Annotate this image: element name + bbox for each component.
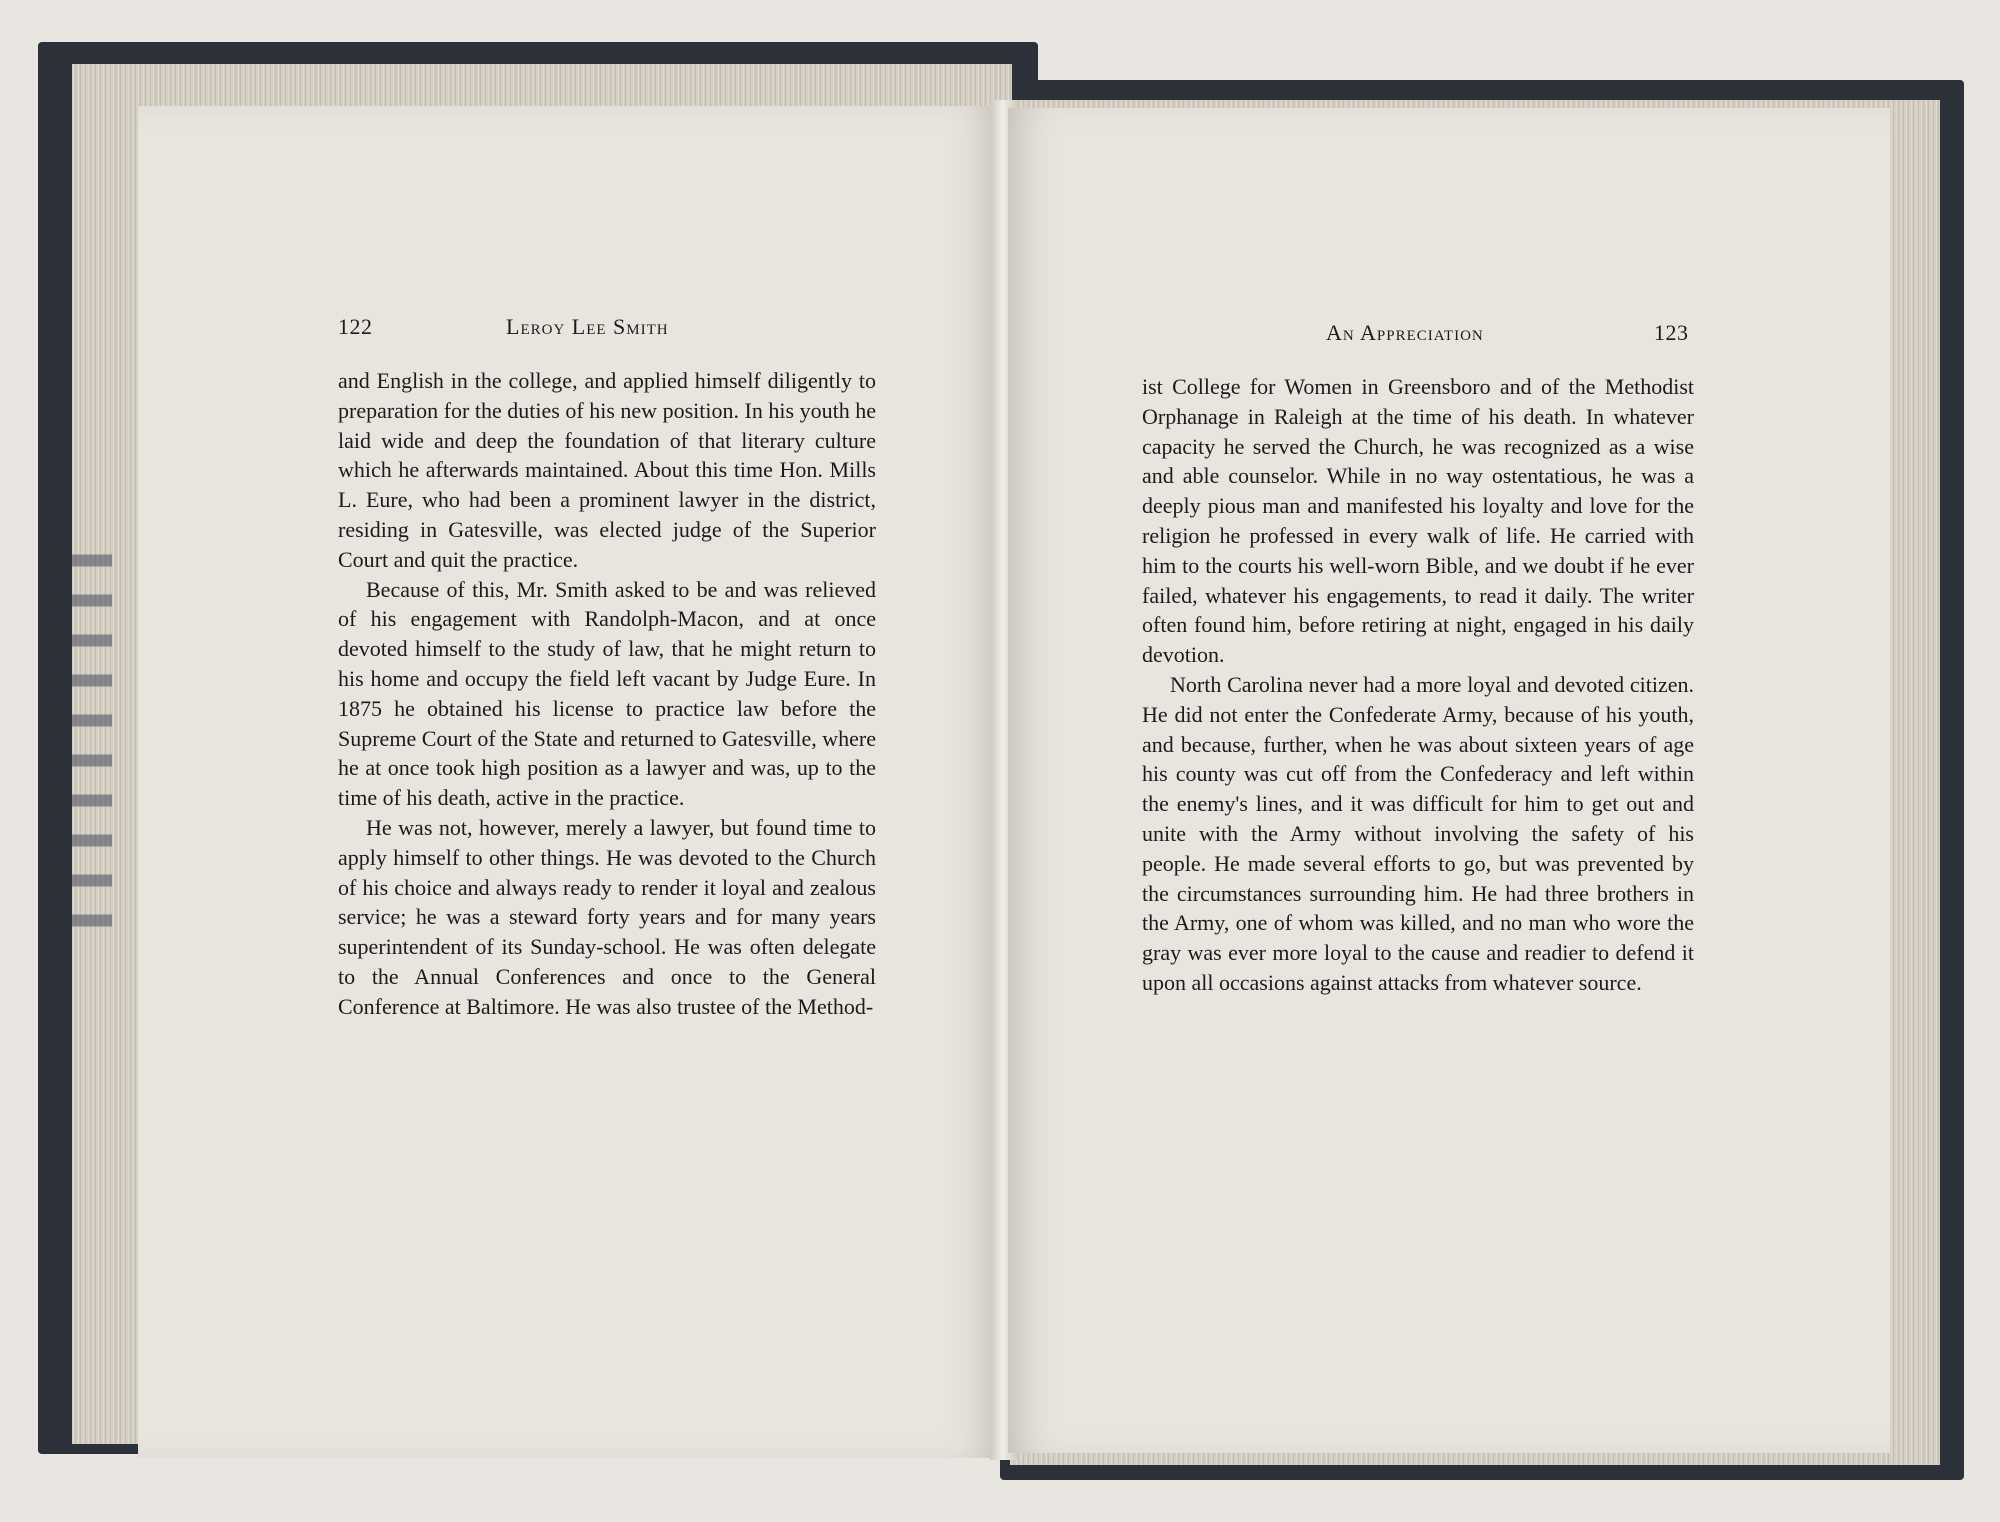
right-page-body [1142,372,1694,998]
page-number-left: 122 [338,314,373,339]
paragraph: ist College for Women in Greensboro and of the Methodist Orphanage in Raleigh at the time of his death. In whatever capacity he served the Church, he was recognized as a wise and able counselor. While in no way ostentatious, he was a deeply pious man and manifested his loyalty and love for the religion he professed in every walk of life. He carried with him to the courts his well-worn Bible, and we doubt if he ever failed, whatever his engagements, to read it daily. The writer often found him, before retiring at night, engaged in his daily devotion. [1142,374,1694,668]
paragraph: Because of this, Mr. Smith asked to be and was relieved of his engagement with Randolph-Macon, and at once devoted himself to the study of law, that he might return to his home and occupy the field left vacant by Judge Eure. In 1875 he obtained his license to practice law before the Supreme Court of the State and returned to Gatesville, where he at once took high position as a lawyer and was, up to the time of his death, active in the practice. [338,576,876,811]
page-number-right: 123 [1654,320,1689,345]
paragraph: He was not, however, merely a lawyer, but found time to apply himself to other things. He was devoted to the Church of his choice and always ready to render it loyal and zealous service; he was a steward forty years and for many years superintendent of its Sunday-school. He was often delegate to the Annual Conferences and once to the General Conference at Baltimore. He was also trustee of the Method- [338,814,876,1019]
left-page-body [338,366,876,1022]
running-head-left: Leroy Lee Smith [506,314,669,339]
running-head-right: An Appreciation [1326,320,1484,345]
paragraph: and English in the college, and applied himself diligently to preparation for the duties of his new position. In his youth he laid wide and deep the foundation of that literary culture which he afterwards maintained. About this time Hon. Mills L. Eure, who had been a prominent lawyer in the district, residing in Gatesville, was elected judge of the Superior Court and quit the practice. [338,368,876,572]
right-page [1008,108,1890,1453]
library-stamp-marks [72,540,112,940]
paragraph: North Carolina never had a more loyal and devoted citizen. He did not enter the Confederate Army, because of his youth, and because, further, when he was about sixteen years of age his county was cut off from the Confederacy and left within the enemy's lines, and it was difficult for him to get out and unite with the Army without involving the safety of his people. He made several efforts to go, but was prevented by the circumstances surrounding him. He had three brothers in the Army, one of whom was killed, and no man who wore the gray was ever more loyal to the cause and readier to defend it upon all occasions against attacks from whatever source. [1142,671,1694,995]
left-page [138,106,998,1458]
